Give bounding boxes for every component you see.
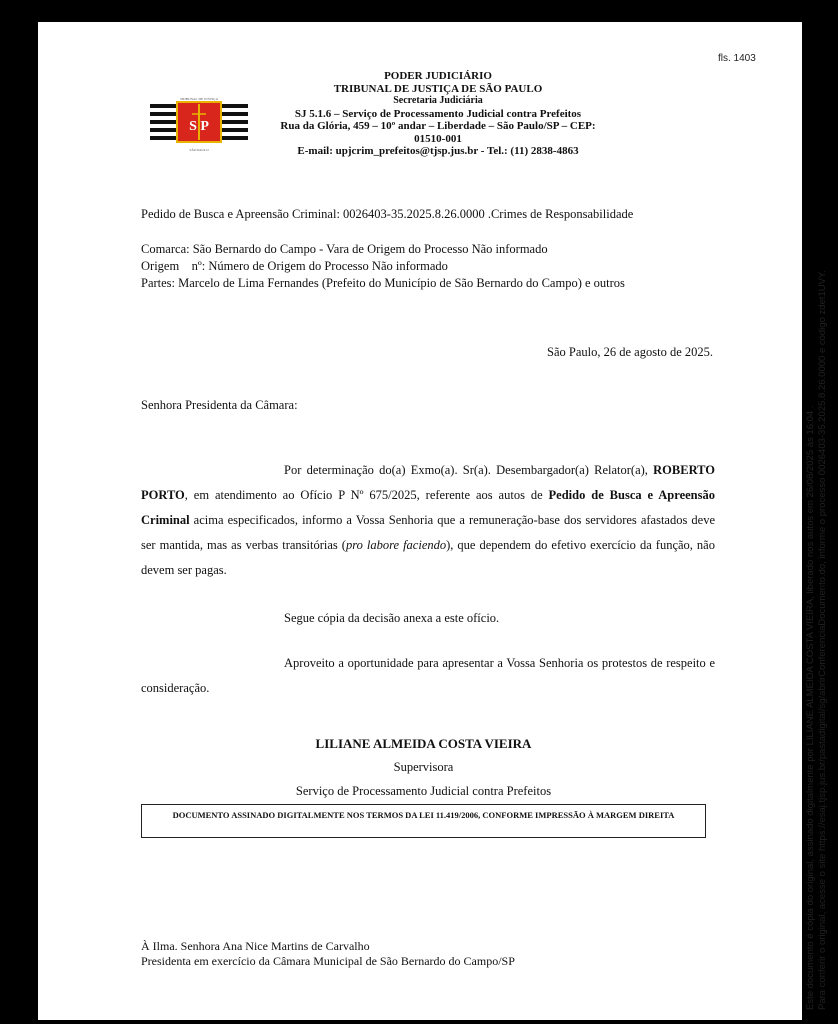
main-paragraph: Por determinação do(a) Exmo(a). Sr(a). Desembargador(a) Relator(a), ROBERTO PORTO, em atendimento ao Ofício P Nº 675/2025, referente aos autos de Pedido de Busca e Apreensão Criminal acima especificados, informo a Vossa Senhoria que a remuneração-base dos servidores afastados deve ser mantida, mas as verbas transitórias (pro labore faciendo), que dependem do efetivo exercício da função, não devem ser pagas. (141, 463, 715, 577)
margin-line-1: Este documento é cópia do original, assinado digitalmente por LILIANE ALMEIDA COSTA VIEIRA, liberado nos autos em 26/08/2025 às 16:04 . (805, 405, 816, 1010)
case-type-bold: Pedido de Busca e Apreensão Criminal (141, 488, 715, 527)
digital-signature-notice: DOCUMENTO ASSINADO DIGITALMENTE NOS TERMOS DA LEI 11.419/2006, CONFORME IMPRESSÃO À MARGEM DIREITA (141, 804, 706, 838)
logo-bottom-text: SÃO PAULO (189, 148, 209, 152)
case-pedido: Pedido de Busca e Apreensão Criminal: 0026403-35.2025.8.26.0000 .Crimes de Responsabilidade (141, 207, 634, 221)
pro-labore-italic: pro labore faciendo (345, 538, 447, 552)
letter-date: São Paulo, 26 de agosto de 2025. (547, 345, 713, 359)
addressee-block (141, 939, 515, 969)
header-line-contact: E-mail: upjcrim_prefeitos@tjsp.jus.br - Tel.: (11) 2838-4863 (297, 145, 579, 157)
closing-paragraph: Aproveito a oportunidade para apresentar a Vossa Senhoria os protestos de respeito e consideração. (141, 656, 715, 695)
page-number: fls. 1403 (718, 53, 756, 64)
letterhead (238, 70, 638, 158)
case-origem: Origem nº: Número de Origem do Processo Não informado (141, 259, 448, 273)
addressee-title: Presidenta em exercício da Câmara Municipal de São Bernardo do Campo/SP (141, 954, 515, 968)
header-line-address: Rua da Glória, 459 – 10º andar – Liberdade – São Paulo/SP – CEP: (280, 120, 596, 132)
signatory-service: Serviço de Processamento Judicial contra Prefeitos (295, 784, 552, 798)
header-line-poder: PODER JUDICIÁRIO (384, 70, 492, 82)
salutation: Senhora Presidenta da Câmara: (141, 398, 298, 412)
signatory-name: LILIANE ALMEIDA COSTA VIEIRA (315, 736, 532, 751)
document-page (38, 22, 802, 1020)
relator-name: ROBERTO PORTO (141, 463, 715, 502)
header-line-service: SJ 5.1.6 – Serviço de Processamento Judicial contra Prefeitos (294, 107, 582, 120)
header-line-secretaria: Secretaria Judiciária (393, 95, 483, 106)
header-line-cep: 01510-001 (414, 132, 462, 145)
addressee-name: À Ilma. Senhora Ana Nice Martins de Carvalho (141, 939, 370, 953)
signatory-role: Supervisora (393, 760, 454, 774)
case-comarca: Comarca: São Bernardo do Campo - Vara de Origem do Processo Não informado (141, 242, 548, 256)
logo-top-text: TRIBUNAL DE JUSTIÇA (180, 97, 218, 101)
digital-signature-margin-text (805, 130, 829, 1010)
tjsp-coat-of-arms-logo (150, 94, 248, 154)
header-line-tribunal: TRIBUNAL DE JUSTIÇA DE SÃO PAULO (333, 82, 543, 95)
margin-line-2: Para conferir o original, acesse o site https://esaj.tjsp.jus.br/pastadigital/sg/abrirConferenciaDocumento.do, informe o processo 0026403-35.2025.8.26.0000 e código zdet1UVY. (817, 270, 828, 1010)
case-partes: Partes: Marcelo de Lima Fernandes (Prefeito do Município de São Bernardo do Campo) e outros (141, 276, 625, 290)
attachment-paragraph: Segue cópia da decisão anexa a este ofício. (284, 611, 500, 625)
logo-letters: S P (189, 119, 209, 134)
